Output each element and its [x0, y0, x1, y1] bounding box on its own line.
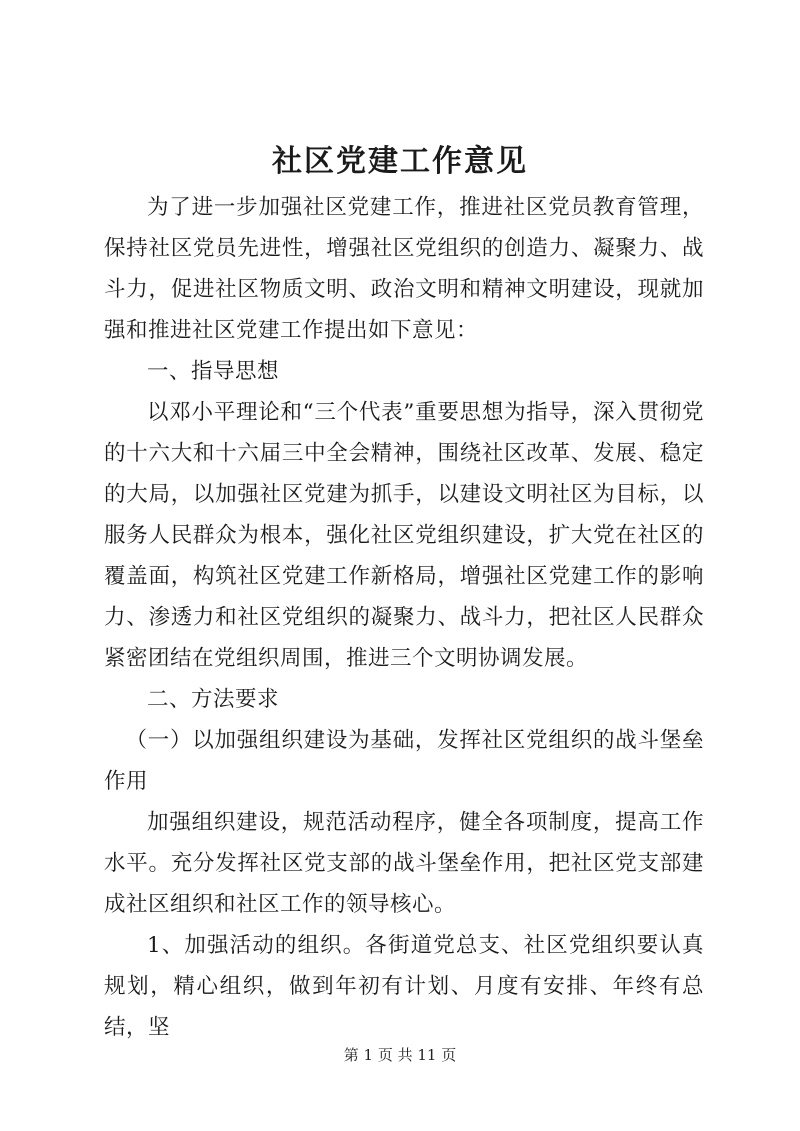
- paragraph-organization: 加强组织建设，规范活动程序，健全各项制度，提高工作水平。充分发挥社区党支部的战斗堡垒作用，把社区党支部建成社区组织和社区工作的领导核心。: [104, 810, 704, 917]
- paragraph-guiding-thought: 以邓小平理论和“三个代表”重要思想为指导，深入贯彻党的十六大和十六届三中全会精神，围绕社区改革、发展、稳定的大局，以加强社区党建为抓手，以建设文明社区为目标，以服务人民群众为根本，强化社区党组织建设，扩大党在社区的覆盖面，构筑社区党建工作新格局，增强社区党建工作的影响力、渗透力和社区党组织的凝聚力、战斗力，把社区人民群众紧密团结在党组织周围，推进三个文明协调发展。: [104, 400, 704, 671]
- paragraph-activity-organization: 1、加强活动的组织。各街道党总支、社区党组织要认真规划，精心组织，做到年初有计划、月度有安排、年终有总结，坚: [104, 933, 704, 1040]
- paragraph-intro: 为了进一步加强社区党建工作，推进社区党员教育管理，保持社区党员先进性，增强社区党组织的创造力、凝聚力、战斗力，促进社区物质文明、政治文明和精神文明建设，现就加强和推进社区党建工作提出如下意见：: [104, 195, 704, 343]
- document-body: [104, 187, 704, 1048]
- section-heading-method-requirements: 二、方法要求: [147, 687, 280, 712]
- subsection-heading-organization: （一）以加强组织建设为基础，发挥社区党组织的战斗堡垒作用: [104, 728, 704, 794]
- section-heading-guiding-thought: 一、指导思想: [147, 359, 280, 384]
- page-footer: 第 1 页 共 11 页: [343, 1046, 457, 1064]
- document-title: 社区党建工作意见: [272, 144, 528, 179]
